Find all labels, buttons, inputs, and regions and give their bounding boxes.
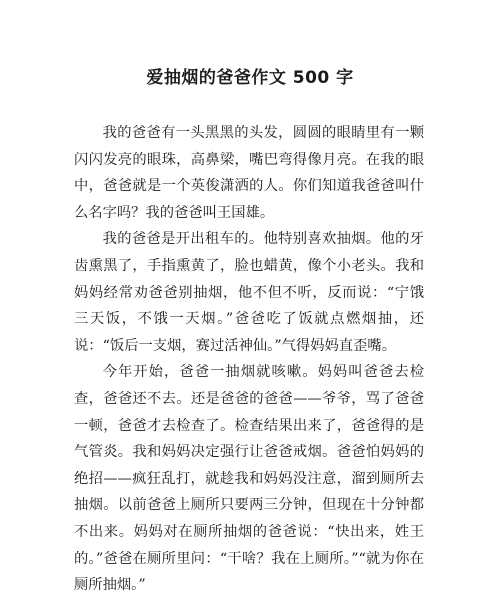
paragraph-3: 今年开始，爸爸一抽烟就咳嗽。妈妈叫爸爸去检查，爸爸还不去。还是爸爸的爸爸——爷爷，骂了爸爸一顿，爸爸才去检查了。检查结果出来了，爸爸得的是气管炎。我和妈妈决定强行让爸爸戒烟。爸爸怕妈妈的绝招——疯狂乱打，就趁我和妈妈没注意，溜到厕所去抽烟。以前爸爸上厕所只要两三分钟，但现在十分钟都不出来。妈妈对在厕所抽烟的爸爸说：“快出来，姓王的。”爸爸在厕所里问：“干啥？我在上厕所。”“就为你在厕所抽烟。” bbox=[74, 364, 424, 594]
paragraph-2: 我的爸爸是开出租车的。他特别喜欢抽烟。他的牙齿熏黑了，手指熏黄了，脸也蜡黄，像个小老头。我和妈妈经常劝爸爸别抽烟，他不但不听，反而说：“宁饿三天饭，不饿一天烟。”爸爸吃了饭就点燃烟抽，还说：“饭后一支烟，赛过活神仙。”气得妈妈直歪嘴。 bbox=[74, 231, 424, 354]
document-body bbox=[74, 120, 424, 599]
document-title: 爱抽烟的爸爸作文 500 字 bbox=[146, 68, 354, 88]
paragraph-1: 我的爸爸有一头黑黑的头发，圆圆的眼睛里有一颗闪闪发亮的眼珠，高鼻梁，嘴巴弯得像月亮。在我的眼中，爸爸就是一个英俊潇洒的人。你们知道我爸爸叫什么名字吗？我的爸爸叫王国雄。 bbox=[74, 125, 424, 221]
